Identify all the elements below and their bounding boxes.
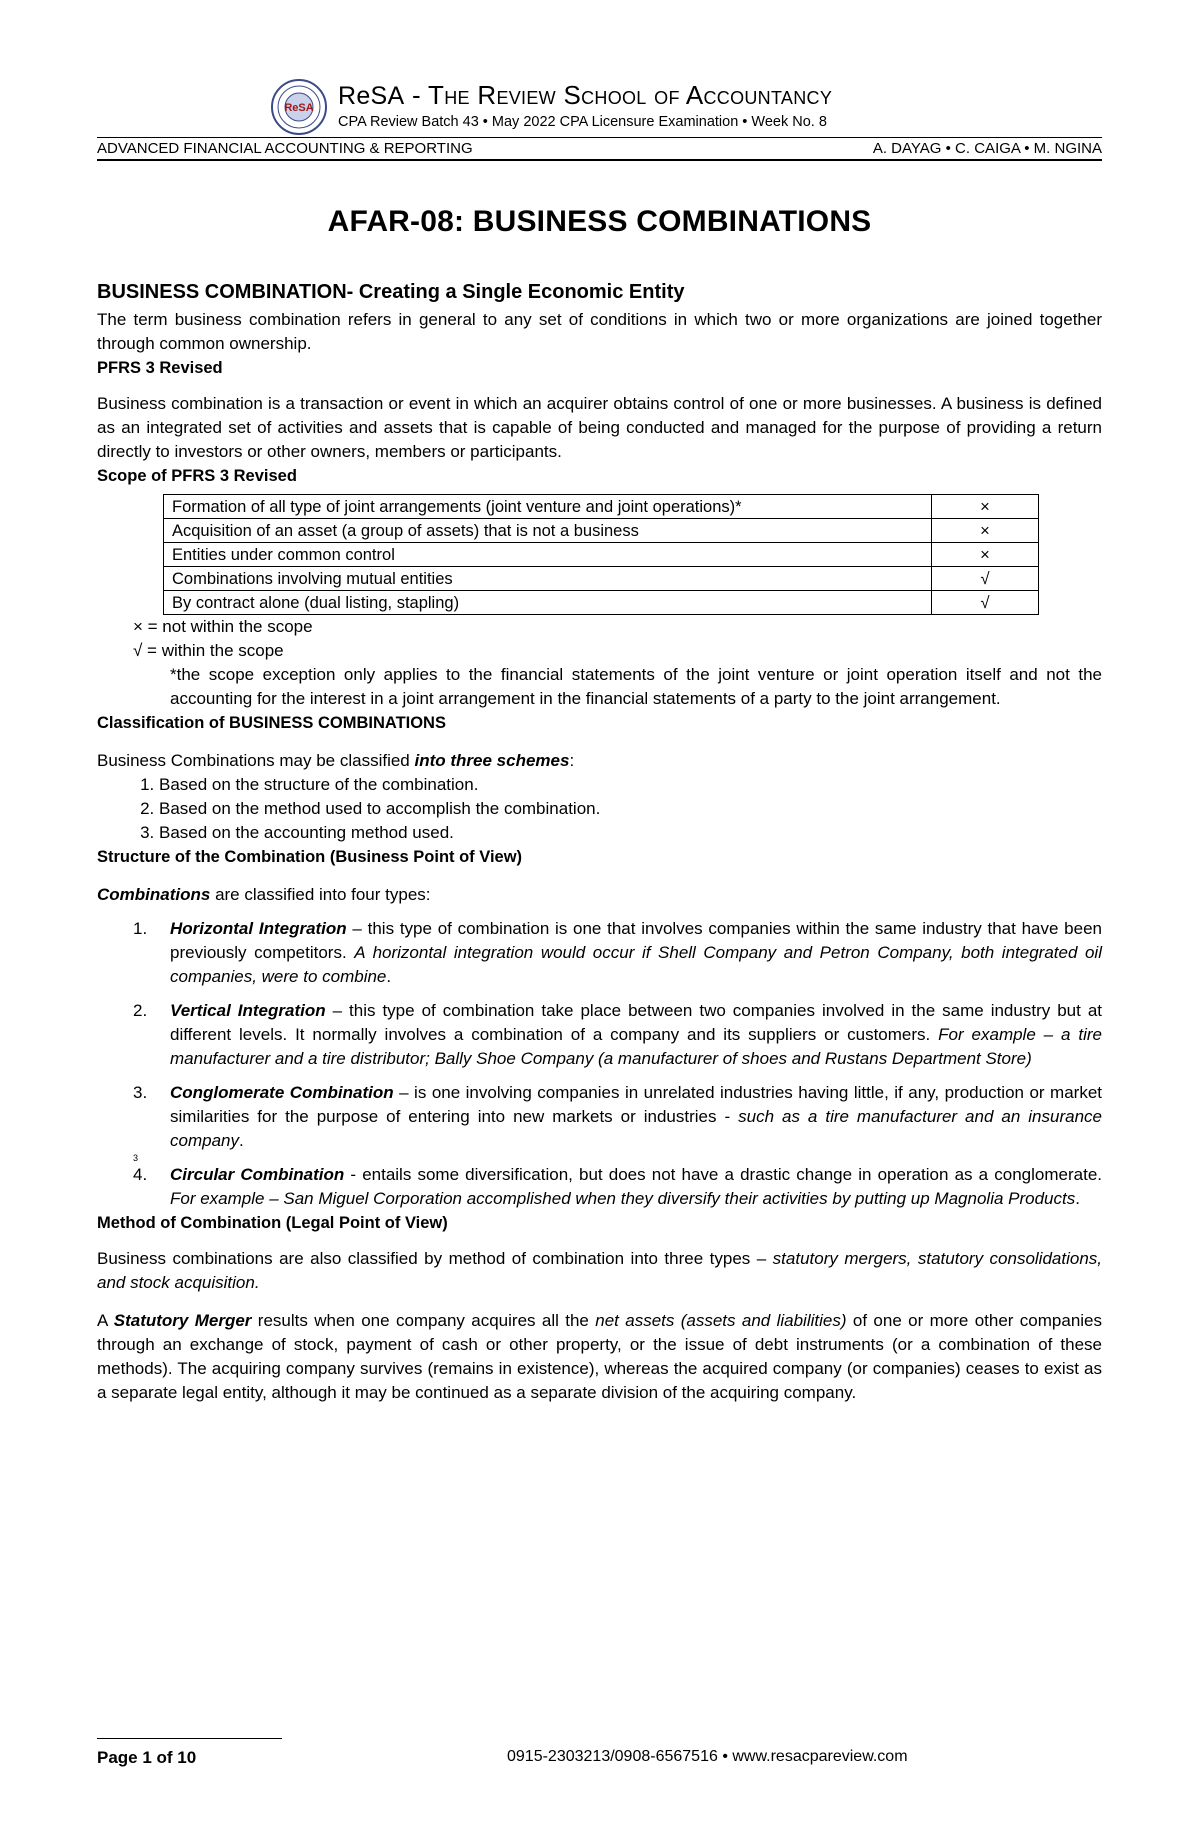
structure-intro: Combinations are classified into four types: <box>97 885 431 904</box>
scope-item: Formation of all type of joint arrangements (joint venture and joint operations)* <box>164 495 932 519</box>
list-item: 2. Vertical Integration – this type of combination take place between two companies involved in the same industry but at different levels. It normally involves a combination of a company and its suppliers or customers. For example – a tire manufacturer and a tire distributor; Bally Shoe Company (a manufacturer of shoes and Rustans Department Store) <box>133 1001 1102 1068</box>
document-body <box>97 278 1102 1405</box>
method-intro: Business combinations are also classified by method of combination into three types – statutory mergers, statutory consolidations, and stock acquisition. <box>97 1249 1102 1292</box>
structure-heading: Structure of the Combination (Business Point of View) <box>97 848 523 866</box>
authors: A. DAYAG • C. CAIGA • M. NGINA <box>872 140 1102 157</box>
classification-heading: Classification of BUSINESS COMBINATIONS <box>97 714 446 732</box>
legend-in-scope: √ = within the scope <box>133 641 284 660</box>
scope-mark: × <box>932 495 1039 519</box>
intro-paragraph: The term business combination refers in general to any set of conditions in which two or more organizations are joined together through common ownership. <box>97 310 1102 353</box>
page-header <box>97 74 1102 164</box>
method-heading: Method of Combination (Legal Point of View) <box>97 1214 448 1232</box>
batch-line: CPA Review Batch 43 • May 2022 CPA Licensure Examination • Week No. 8 <box>338 114 827 130</box>
list-item: 3. Based on the accounting method used. <box>159 821 1102 845</box>
scope-item: By contract alone (dual listing, stapling) <box>164 591 932 615</box>
scope-item: Combinations involving mutual entities <box>164 567 932 591</box>
table-row <box>164 591 1039 615</box>
stray-mark: 3 <box>133 1153 139 1163</box>
scope-mark: × <box>932 543 1039 567</box>
scope-footnote: *the scope exception only applies to the financial statements of the joint venture or joint operation itself and not the accounting for the interest in a joint arrangement in the financial statements of a party to the joint arrangement. <box>170 665 1102 708</box>
page <box>97 0 1102 1835</box>
svg-text:ReSA: ReSA <box>284 102 314 114</box>
pfrs-paragraph: Business combination is a transaction or event in which an acquirer obtains control of one or more businesses. A business is defined as an integrated set of activities and assets that is capable of being conducted and managed for the purpose of providing a return directly to investors or other owners, members or participants. <box>97 394 1102 461</box>
combination-types-cont <box>97 1163 1102 1211</box>
footer-rule <box>97 1738 282 1739</box>
scope-item: Entities under common control <box>164 543 932 567</box>
section-heading: BUSINESS COMBINATION- Creating a Single Economic Entity <box>97 281 685 303</box>
list-item: 4. Circular Combination - entails some diversification, but does not have a drastic change in operation as a conglomerate. For example – San Miguel Corporation accomplished when they diversify their activities by putting up Magnolia Products. <box>133 1165 1102 1208</box>
scope-mark: × <box>932 519 1039 543</box>
table-row <box>164 567 1039 591</box>
classification-intro: Business Combinations may be classified into three schemes: <box>97 751 575 770</box>
classification-list <box>97 773 1102 845</box>
contact-info: 0915-2303213/0908-6567516 • www.resacpareview.com <box>507 1748 908 1765</box>
list-item: 1. Horizontal Integration – this type of combination is one that involves companies within the same industry that have been previously competitors. A horizontal integration would occur if Shell Company and Petron Company, both integrated oil companies, were to combine. <box>133 919 1102 986</box>
scope-item: Acquisition of an asset (a group of assets) that is not a business <box>164 519 932 543</box>
scope-table <box>163 494 1039 615</box>
scope-heading: Scope of PFRS 3 Revised <box>97 467 297 485</box>
list-item: 2. Based on the method used to accomplish the combination. <box>159 797 1102 821</box>
legend-not-in-scope: × = not within the scope <box>133 617 313 636</box>
table-row <box>164 495 1039 519</box>
list-item: 1. Based on the structure of the combination. <box>159 773 1102 797</box>
school-name: ReSA - The Review School of Accountancy <box>338 80 833 110</box>
header-rule-bottom <box>97 159 1102 161</box>
scope-mark: √ <box>932 567 1039 591</box>
table-row <box>164 519 1039 543</box>
page-number: Page 1 of 10 <box>97 1748 197 1767</box>
scope-mark: √ <box>932 591 1039 615</box>
pfrs-heading: PFRS 3 Revised <box>97 359 223 377</box>
resa-logo <box>270 78 328 136</box>
list-item: 3. Conglomerate Combination – is one involving companies in unrelated industries having little, if any, production or market similarities for the purpose of entering into new markets or industries - such as a tire manufacturer and an insurance company. <box>133 1083 1102 1150</box>
document-title: AFAR-08: BUSINESS COMBINATIONS <box>327 205 872 238</box>
combination-types <box>97 917 1102 1153</box>
course-title: ADVANCED FINANCIAL ACCOUNTING & REPORTING <box>97 140 473 157</box>
table-row <box>164 543 1039 567</box>
statutory-merger-paragraph: A Statutory Merger results when one company acquires all the net assets (assets and liabilities) of one or more other companies through an exchange of stock, payment of cash or other property, or the issue of debt instruments (or a combination of these methods). The acquiring company survives (remains in existence), whereas the acquired company (or companies) ceases to exist as a separate legal entity, although it may be continued as a separate division of the acquiring company. <box>97 1311 1103 1402</box>
header-rule <box>97 137 1102 138</box>
